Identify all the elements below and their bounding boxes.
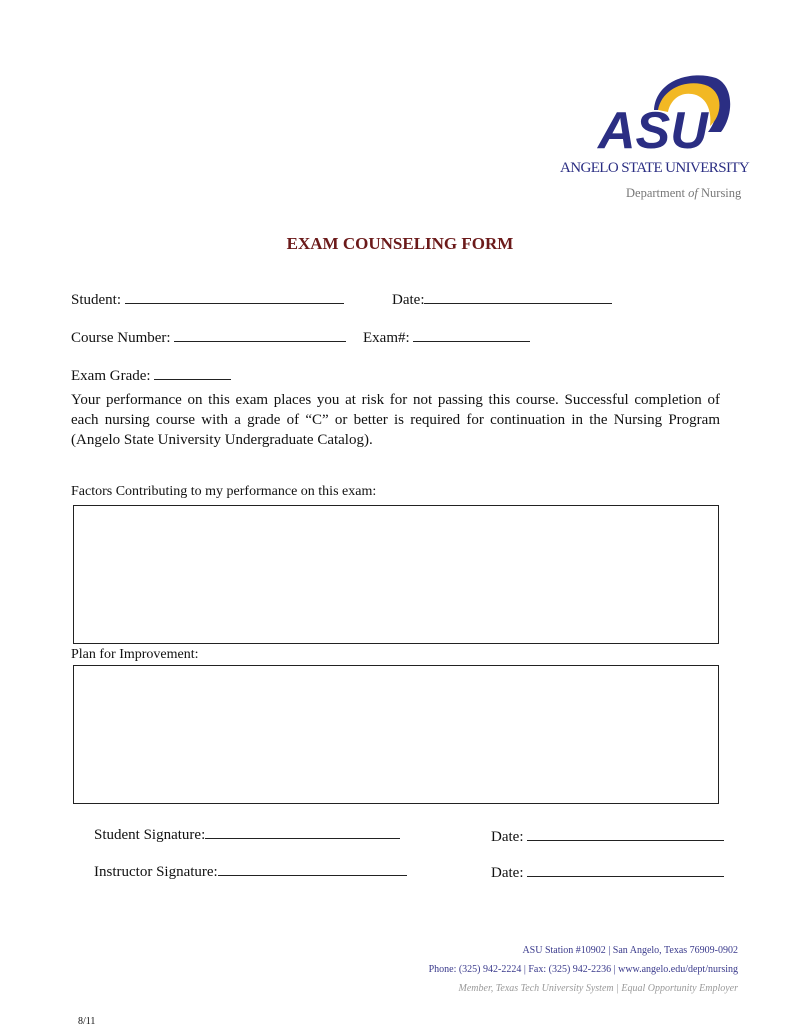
department-of: of [688, 186, 698, 200]
date-row [392, 289, 612, 309]
instructor-date-label: Date: [491, 865, 524, 881]
department-suffix: Nursing [697, 186, 742, 200]
instructor-date-row [491, 862, 724, 882]
risk-notice: Your performance on this exam places you at risk for not passing this course. Successful completion of each nursing course with a grade of “C” or better is required for continuation in the Nursing Program (Angelo State University Undergraduate Catalog). [71, 392, 720, 448]
department-name [626, 186, 741, 201]
department-prefix: Department [626, 186, 689, 200]
instructor-signature-field[interactable] [218, 861, 407, 876]
course-row [71, 327, 346, 347]
university-name: ANGELO STATE UNIVERSITY [560, 160, 750, 176]
grade-label: Exam Grade: [71, 368, 151, 384]
exam-number-field[interactable] [413, 327, 530, 342]
student-field[interactable] [125, 289, 344, 304]
student-signature-row [94, 824, 400, 844]
footer-contact: Phone: (325) 942-2224 | Fax: (325) 942-2236 | www.angelo.edu/dept/nursing [428, 964, 738, 975]
grade-row [71, 365, 231, 385]
footer-address: ASU Station #10902 | San Angelo, Texas 76909-0902 [522, 945, 738, 956]
logo-text: ASU [598, 102, 708, 152]
instructor-date-field[interactable] [527, 862, 724, 877]
asu-logo [596, 70, 736, 152]
instructor-signature-label: Instructor Signature: [94, 864, 218, 880]
date-label: Date: [392, 292, 425, 308]
plan-textbox[interactable] [73, 665, 719, 804]
student-signature-label: Student Signature: [94, 827, 206, 843]
date-field[interactable] [424, 289, 612, 304]
student-date-row [491, 826, 724, 846]
student-date-label: Date: [491, 829, 524, 845]
student-row [71, 289, 344, 309]
revision-date: 8/11 [78, 1016, 96, 1027]
student-signature-field[interactable] [205, 824, 400, 839]
student-label: Student: [71, 292, 122, 308]
exam-row [363, 327, 530, 347]
course-label: Course Number: [71, 330, 171, 346]
course-number-field[interactable] [174, 327, 346, 342]
exam-label: Exam#: [363, 330, 410, 346]
footer-member: Member, Texas Tech University System | Equal Opportunity Employer [458, 983, 738, 994]
form-title: EXAM COUNSELING FORM [286, 234, 514, 253]
exam-grade-field[interactable] [154, 365, 231, 380]
factors-label: Factors Contributing to my performance on this exam: [71, 484, 377, 499]
instructor-signature-row [94, 861, 407, 881]
student-date-field[interactable] [527, 826, 724, 841]
plan-label: Plan for Improvement: [71, 647, 199, 662]
factors-textbox[interactable] [73, 505, 719, 644]
